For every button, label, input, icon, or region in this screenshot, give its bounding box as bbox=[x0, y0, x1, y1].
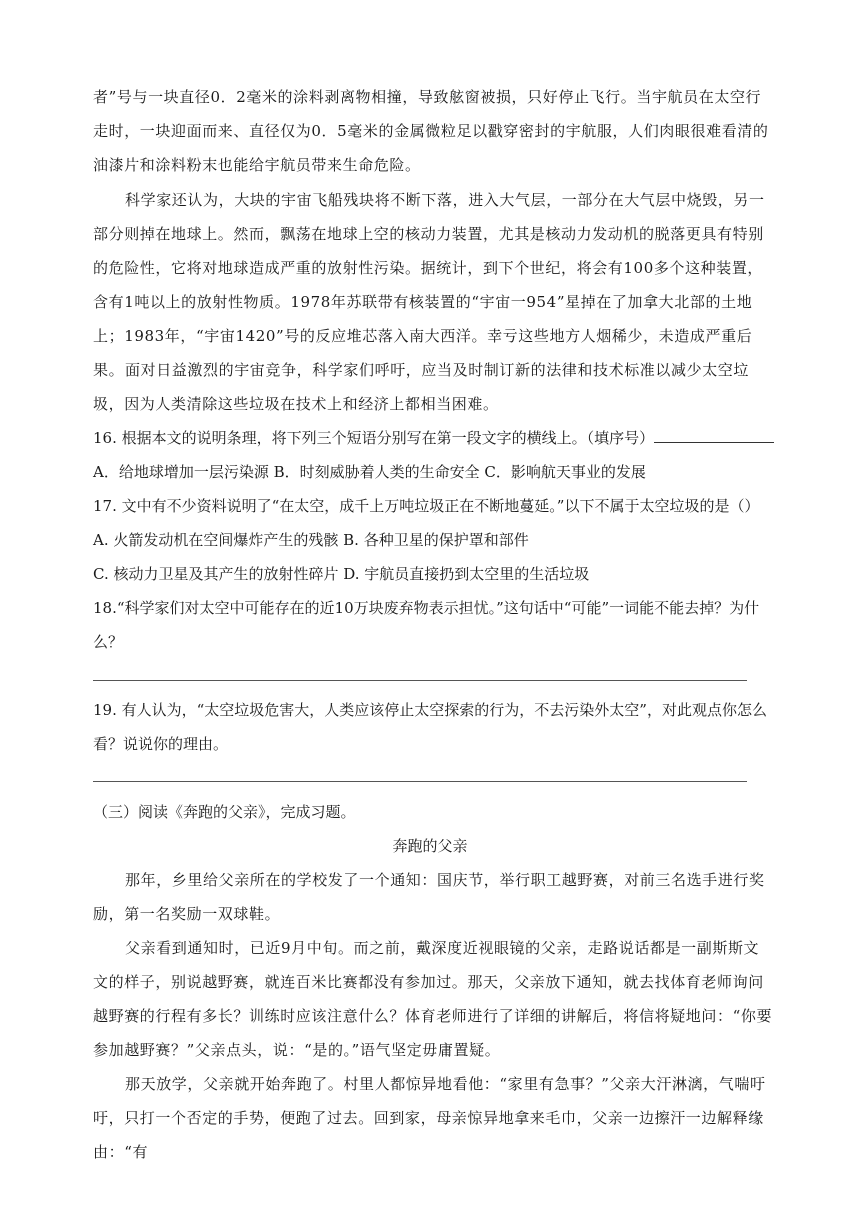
passage-paragraph-2: 科学家还认为，大块的宇宙飞船残块将不断下落，进入大气层，一部分在大气层中烧毁，另一部分则掉在地球上。然而，飘荡在地球上空的核动力装置，尤其是核动力发动机的脱落更具有特别的危险性，它将对地球造成严重的放射性污染。据统计，到下个世纪，将会有100多个这种装置，含有1吨以上的放射性物质。1978年苏联带有核装置的“宇宙一954”星掉在了加拿大北部的土地上；1983年，“宇宙1420”号的反应堆芯落入南大西洋。幸亏这些地方人烟稀少，未造成严重后果。 bbox=[93, 191, 765, 379]
question-16 bbox=[93, 421, 783, 455]
story-paragraph-3: 那天放学，父亲就开始奔跑了。村里人都惊异地看他：“家里有急事？”父亲大汗淋漓，气喘吁吁，只打一个否定的手势，便跑了过去。回到家，母亲惊异地拿来毛巾，父亲一边擦汗一边解释缘由：“有 bbox=[93, 1075, 766, 1161]
question-17-options-ab: A. 火箭发动机在空间爆炸产生的残骸 B. 各种卫星的保护罩和部件 bbox=[93, 531, 529, 549]
passage-paragraph-3: 面对日益激烈的宇宙竞争，科学家们呼吁，应当及时制订新的法律和技术标准以减少太空垃圾，因为人类清除这些垃圾在技术上和经济上都相当困难。 bbox=[93, 361, 750, 413]
story-paragraph-2: 父亲看到通知时，已近9月中旬。而之前，戴深度近视眼镜的父亲，走路说话都是一副斯斯文文的样子，别说越野赛，就连百米比赛都没有参加过。那天，父亲放下通知，就去找体育老师询问越野赛的行程有多长？训练时应该注意什么？体育老师进行了详细的讲解后，将信将疑地问：“你要参加越野赛？”父亲点头，说：“是的。”语气坚定毋庸置疑。 bbox=[93, 939, 773, 1059]
question-17: 17. 文中有不少资料说明了“在太空，成千上万吨垃圾正在不断地蔓延。”以下不属于太空垃圾的是（） bbox=[93, 497, 760, 515]
question-16-text: 16. 根据本文的说明条理，将下列三个短语分别写在第一段文字的横线上。（填序号） bbox=[93, 429, 655, 447]
answer-line-19[interactable] bbox=[93, 781, 747, 782]
question-19: 19. 有人认为，“太空垃圾危害大，人类应该停止太空探索的行为，不去污染外太空”，对此观点你怎么看？说说你的理由。 bbox=[93, 701, 767, 753]
story-paragraph-1: 那年，乡里给父亲所在的学校发了一个通知：国庆节，举行职工越野赛，对前三名选手进行奖励，第一名奖励一双球鞋。 bbox=[93, 871, 765, 923]
question-18: 18.“科学家们对太空中可能存在的近10万块废弃物表示担忧。”这句话中“可能”一词能不能去掉？为什么？ bbox=[93, 599, 760, 651]
passage-paragraph-1: 者”号与一块直径0．2毫米的涂料剥离物相撞，导致舷窗被损，只好停止飞行。当宇航员在太空行走时，一块迎面而来、直径仅为0．5毫米的金属微粒足以戳穿密封的宇航服，人们肉眼很难看清的油漆片和涂料粉末也能给宇航员带来生命危险。 bbox=[93, 88, 769, 174]
question-17-options-cd: C. 核动力卫星及其产生的放射性碎片 D. 宇航员直接扔到太空里的生活垃圾 bbox=[93, 565, 590, 583]
answer-line-18[interactable] bbox=[93, 680, 747, 681]
answer-blank-16[interactable] bbox=[654, 428, 774, 443]
question-16-options: A．给地球增加一层污染源 B．时刻威胁着人类的生命安全 C．影响航天事业的发展 bbox=[93, 463, 646, 481]
story-title: 奔跑的父亲 bbox=[392, 837, 468, 855]
section-3-heading: （三）阅读《奔跑的父亲》，完成习题。 bbox=[93, 803, 356, 821]
